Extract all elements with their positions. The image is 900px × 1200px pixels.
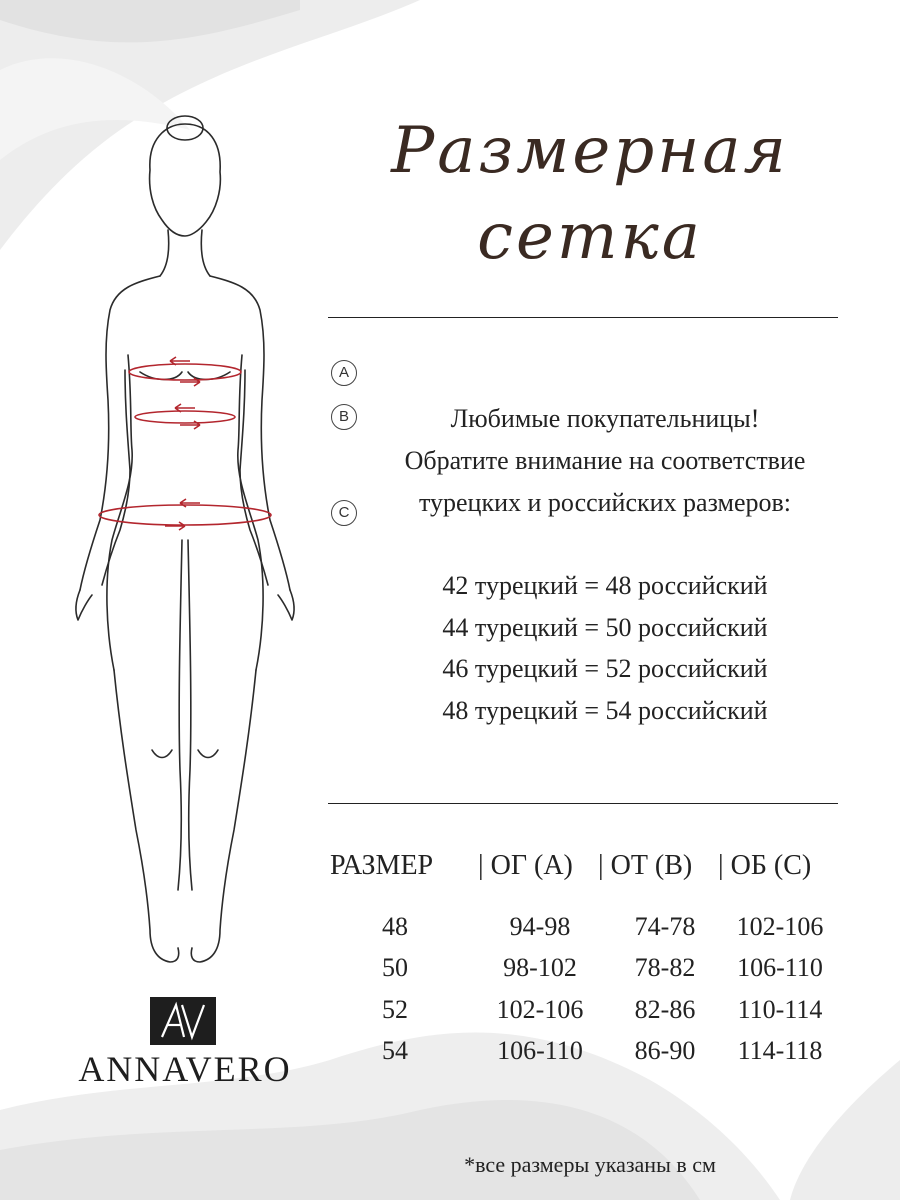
- monogram-icon: [150, 997, 216, 1045]
- marker-a: A: [331, 360, 357, 386]
- notice-line-1: Любимые покупательницы!: [450, 404, 760, 433]
- cell-chest: 102-106: [496, 995, 584, 1024]
- middle-divider: [328, 803, 838, 804]
- table-header: [330, 850, 850, 890]
- cell-hips: 114-118: [737, 1036, 823, 1065]
- top-divider: [328, 317, 838, 318]
- cell-chest: 94-98: [509, 912, 571, 941]
- cell-hips: 102-106: [736, 912, 824, 941]
- cell-waist: 74-78: [634, 912, 696, 941]
- conversion-item: 42 турецкий = 48 российский: [442, 571, 768, 600]
- body-figure-illustration: [40, 110, 330, 970]
- cell-size: 54: [382, 1036, 408, 1065]
- cell-chest: 106-110: [497, 1036, 583, 1065]
- footnote: *все размеры указаны в см: [464, 1152, 716, 1177]
- brand-name: ANNAVERO: [78, 1049, 292, 1089]
- marker-c: C: [331, 500, 357, 526]
- table-row: [330, 1036, 850, 1076]
- conversion-item: 48 турецкий = 54 российский: [442, 695, 768, 725]
- cell-waist: 78-82: [634, 953, 696, 982]
- page-title: [340, 108, 840, 280]
- cell-chest: 98-102: [503, 953, 577, 982]
- conversion-item: 44 турецкий = 50 российский: [442, 612, 768, 642]
- table-row: [330, 953, 850, 993]
- cell-size: 48: [382, 912, 408, 941]
- table-row: [330, 912, 850, 952]
- cell-size: 52: [382, 995, 408, 1024]
- cell-hips: 110-114: [737, 995, 823, 1024]
- header-waist: | ОТ (В): [598, 850, 693, 881]
- notice-line-2: Обратите внимание на соответствие: [404, 446, 806, 475]
- brand-monogram-logo: [150, 997, 216, 1045]
- header-chest: | ОГ (А): [478, 850, 573, 881]
- table-row: [330, 995, 850, 1035]
- notice-line-3: турецких и российских размеров:: [418, 488, 791, 517]
- cell-waist: 82-86: [634, 995, 696, 1024]
- cell-hips: 106-110: [737, 953, 823, 982]
- header-size: РАЗМЕР: [330, 850, 434, 881]
- conversion-item: 46 турецкий = 52 российский: [442, 654, 768, 683]
- marker-b: B: [331, 404, 357, 430]
- header-hips: | ОБ (С): [718, 850, 812, 881]
- cell-waist: 86-90: [634, 1036, 696, 1065]
- title-line-1: Размерная: [391, 114, 789, 188]
- size-conversion-list: [345, 565, 865, 731]
- title-line-2: сетка: [477, 200, 703, 274]
- cell-size: 50: [382, 953, 408, 982]
- notice-text: [345, 398, 865, 524]
